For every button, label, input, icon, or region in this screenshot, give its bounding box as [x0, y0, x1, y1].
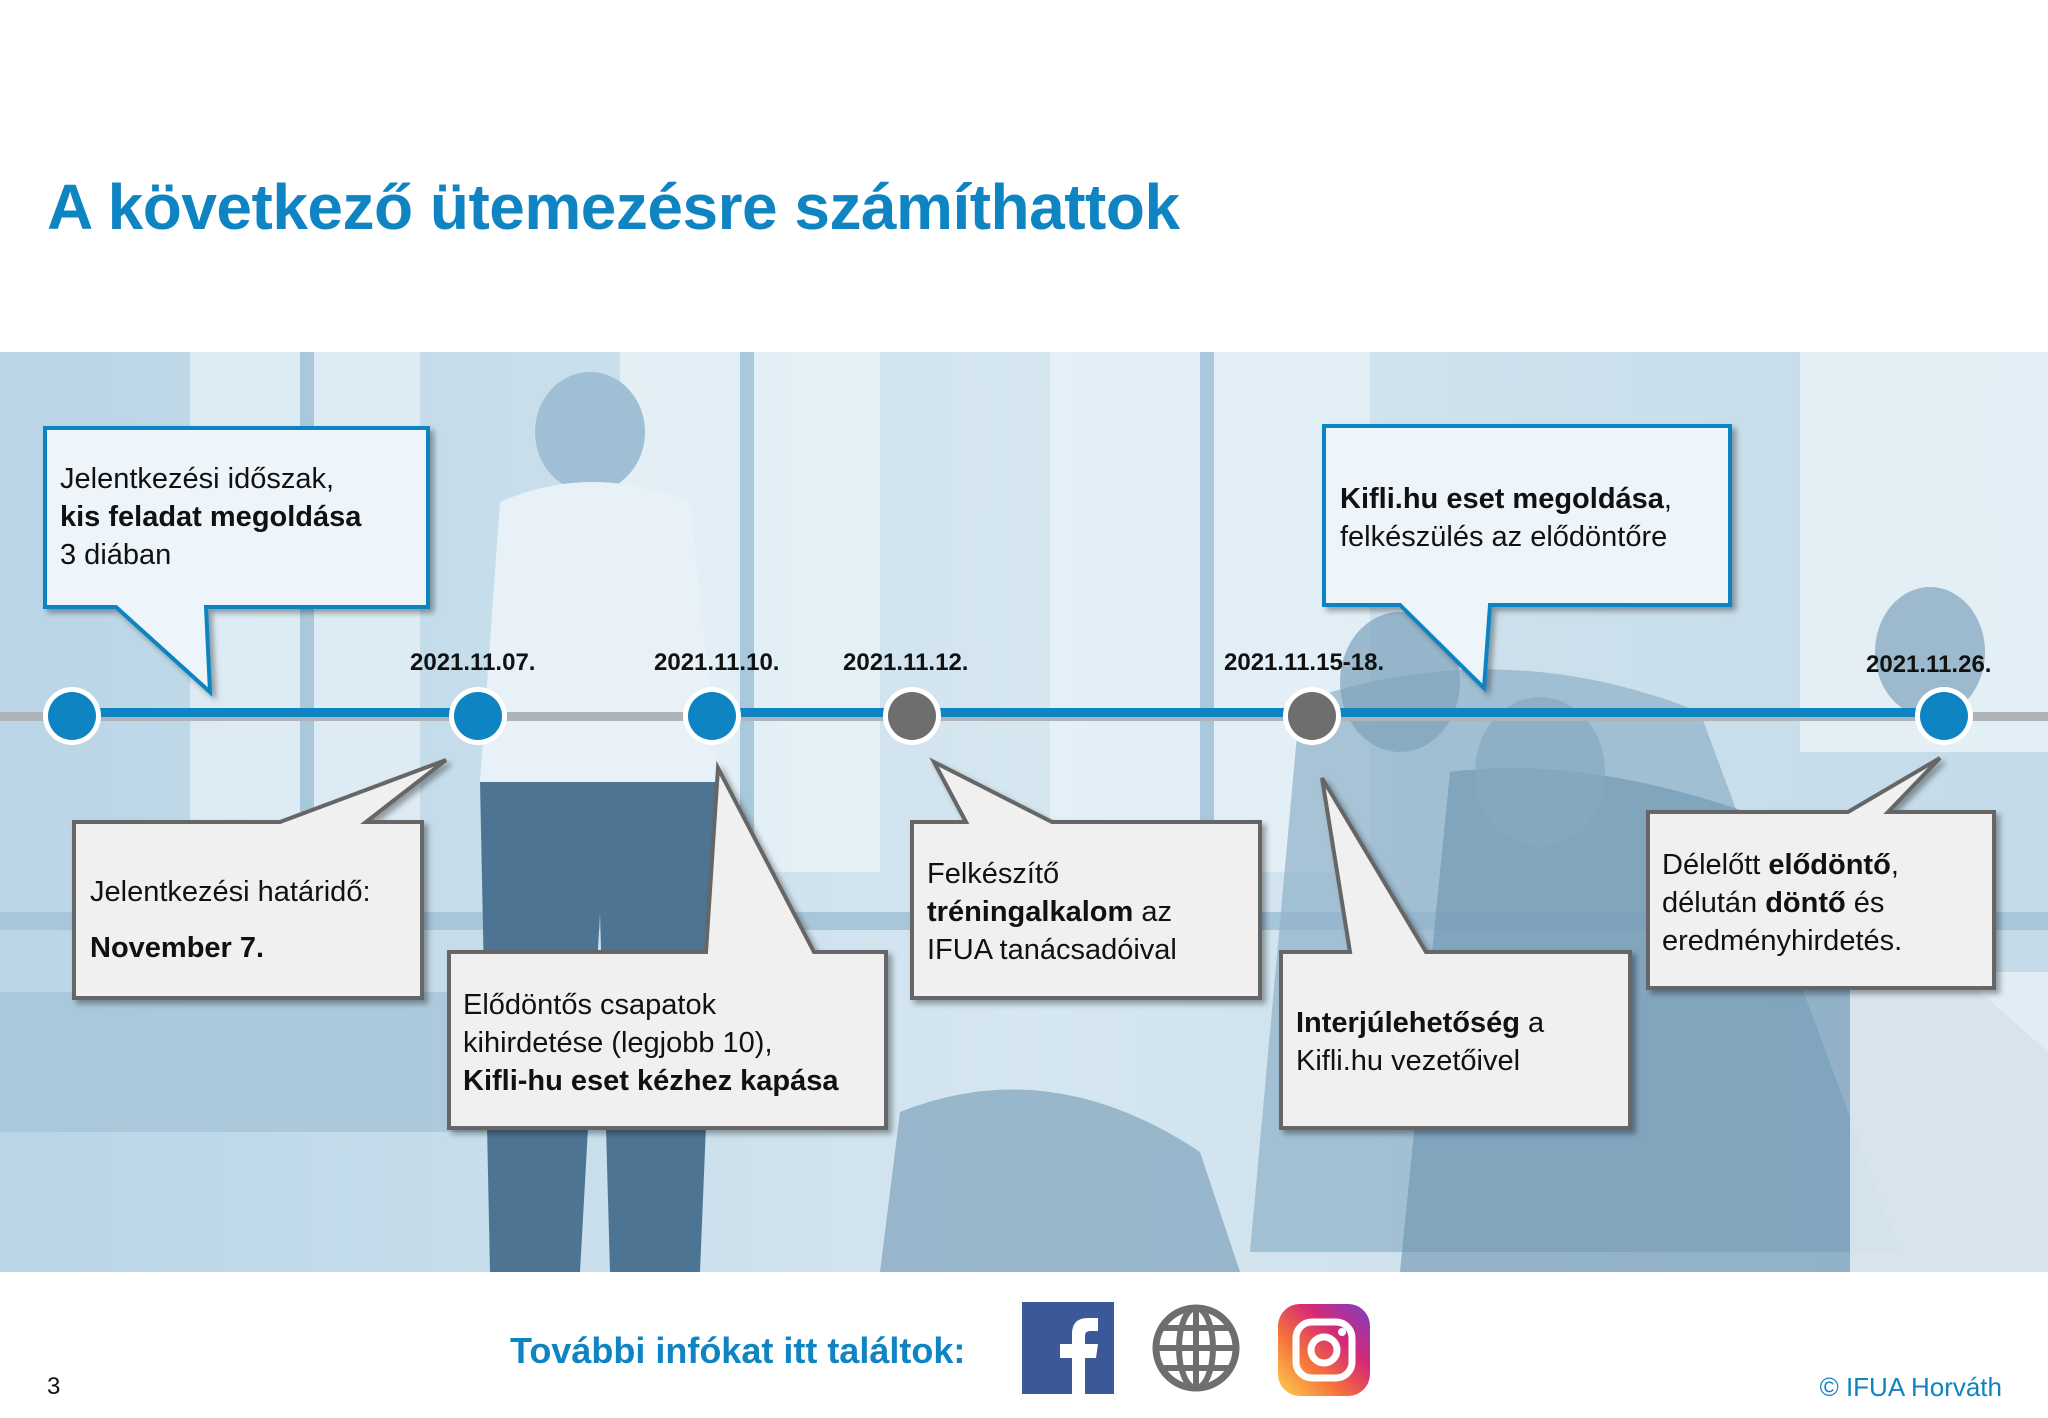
milestone-dot — [1283, 687, 1341, 745]
instagram-icon[interactable] — [1276, 1302, 1372, 1398]
callout-case-text: Kifli.hu eset megoldása, felkészülés az elődöntőre — [1340, 483, 1672, 553]
callout-deadline-text: Jelentkezési határidő: November 7. — [90, 876, 371, 964]
page-number: 3 — [47, 1373, 61, 1400]
date-label: 2021.11.26. — [1866, 651, 1992, 678]
callout-registration-text: Jelentkezési időszak, kis feladat megoldása 3 diában — [60, 463, 362, 571]
page-title: A következő ütemezésre számíthattok — [47, 171, 1180, 243]
timeline-segment — [912, 708, 1312, 717]
milestone-dot — [43, 687, 101, 745]
milestone-dot — [883, 687, 941, 745]
date-label: 2021.11.07. — [410, 649, 536, 676]
facebook-icon[interactable] — [1022, 1302, 1114, 1394]
callout-final-day-text: Délelőtt elődöntő, délután döntő és eredményhirdetés. — [1662, 849, 1903, 957]
date-label: 2021.11.15-18. — [1224, 649, 1385, 676]
milestone-dot — [683, 687, 741, 745]
callout-case-solving — [1324, 426, 1730, 688]
globe-icon[interactable] — [1150, 1302, 1242, 1394]
timeline-segment — [712, 708, 912, 717]
copyright: © IFUA Horváth — [1819, 1372, 2002, 1402]
callout-finalists-text: Elődöntős csapatok kihirdetése (legjobb 10), Kifli-hu eset kézhez kapása — [463, 989, 839, 1097]
timeline-segment — [72, 708, 478, 717]
date-label: 2021.11.10. — [654, 649, 780, 676]
footer-info-text: További infókat itt találtok: — [510, 1330, 966, 1371]
callout-training-text: Felkészítő tréningalkalom az IFUA tanácsadóival — [927, 858, 1177, 966]
timeline-segment — [1312, 708, 1944, 717]
milestone-dot — [449, 687, 507, 745]
date-label: 2021.11.12. — [843, 649, 969, 676]
milestone-dot — [1915, 687, 1973, 745]
callout-interview-text: Interjúlehetőség a Kifli.hu vezetőivel — [1296, 1007, 1545, 1077]
